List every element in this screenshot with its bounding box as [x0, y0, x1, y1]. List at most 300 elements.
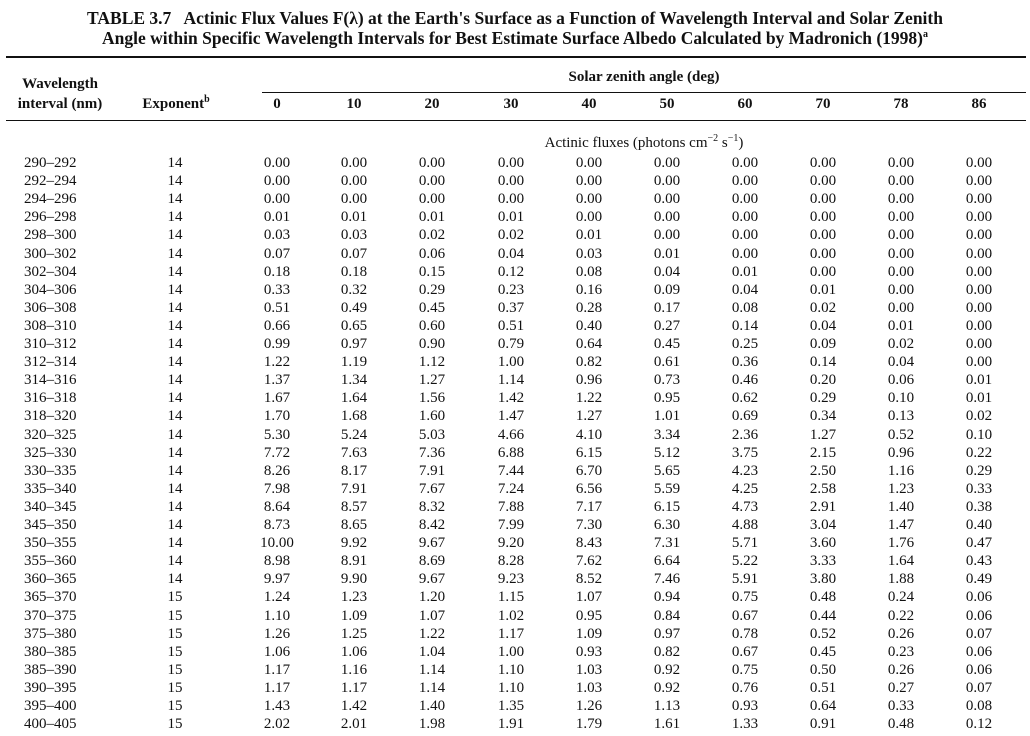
- flux-cell-60: 4.25: [731, 480, 759, 497]
- flux-cell-40: 1.22: [575, 390, 603, 407]
- flux-cell-60: 0.36: [731, 354, 759, 371]
- flux-cell-0: 1.06: [263, 643, 291, 660]
- flux-cell-70: 0.01: [809, 281, 837, 298]
- flux-cell-50: 5.65: [653, 462, 681, 479]
- flux-cell-60: 4.23: [731, 462, 759, 479]
- flux-cell-0: 1.70: [263, 408, 291, 425]
- flux-cell-0: 10.00: [260, 535, 294, 552]
- flux-cell-70: 3.60: [809, 535, 837, 552]
- flux-cell-60: 0.67: [731, 607, 759, 624]
- exponent-cell: 14: [167, 263, 183, 280]
- table-row: [0, 353, 1030, 371]
- flux-cell-78: 1.64: [887, 553, 915, 570]
- wavelength-cell: 350–355: [24, 535, 77, 552]
- flux-cell-20: 1.20: [418, 589, 446, 606]
- table-row: [0, 643, 1030, 661]
- flux-cell-86: 0.12: [965, 716, 993, 733]
- flux-cell-0: 8.98: [263, 553, 291, 570]
- flux-cell-78: 0.00: [887, 227, 915, 244]
- flux-cell-10: 2.01: [340, 716, 368, 733]
- flux-cell-10: 0.03: [340, 227, 368, 244]
- flux-cell-60: 0.01: [731, 263, 759, 280]
- wavelength-cell: 310–312: [24, 336, 77, 352]
- wavelength-cell: 335–340: [24, 480, 77, 497]
- flux-cell-60: 0.62: [731, 390, 759, 407]
- flux-cell-30: 0.02: [497, 227, 525, 244]
- flux-cell-60: 4.73: [731, 498, 759, 515]
- wavelength-cell: 300–302: [24, 245, 77, 262]
- table-row: [0, 462, 1030, 480]
- flux-cell-86: 0.06: [965, 643, 993, 660]
- flux-cell-86: 0.00: [965, 354, 993, 371]
- flux-cell-30: 4.66: [497, 426, 525, 443]
- actinic-flux-subcaption: [262, 134, 1026, 152]
- flux-cell-60: 0.76: [731, 679, 759, 696]
- flux-cell-60: 0.00: [731, 173, 759, 190]
- wavelength-cell: 302–304: [24, 263, 77, 280]
- flux-cell-40: 0.95: [575, 607, 603, 624]
- angle-header-0: 0: [273, 96, 281, 112]
- flux-cell-78: 0.27: [887, 679, 915, 696]
- flux-cell-30: 7.99: [497, 517, 525, 533]
- flux-cell-40: 0.00: [575, 173, 603, 190]
- exponent-cell: 14: [167, 317, 183, 334]
- flux-cell-10: 0.00: [340, 155, 368, 171]
- flux-cell-86: 0.00: [965, 191, 993, 208]
- flux-cell-50: 1.13: [653, 698, 681, 714]
- flux-cell-0: 2.02: [263, 716, 291, 733]
- flux-cell-40: 1.03: [575, 661, 603, 678]
- flux-cell-40: 1.07: [575, 589, 603, 606]
- flux-cell-20: 8.69: [418, 553, 446, 570]
- flux-cell-60: 0.67: [731, 643, 759, 660]
- angle-header-78: 78: [893, 96, 909, 112]
- flux-cell-78: 0.52: [887, 426, 915, 443]
- flux-cell-78: 0.00: [887, 245, 915, 262]
- flux-cell-86: 0.22: [965, 444, 993, 461]
- flux-cell-78: 0.00: [887, 209, 915, 226]
- flux-cell-20: 8.32: [418, 498, 446, 515]
- wavelength-cell: 370–375: [24, 607, 77, 624]
- flux-cell-0: 0.18: [263, 263, 291, 280]
- flux-cell-40: 7.30: [575, 517, 603, 533]
- flux-cell-50: 0.09: [653, 281, 681, 298]
- table-row: [0, 715, 1030, 733]
- flux-cell-50: 0.00: [653, 227, 681, 244]
- flux-cell-78: 1.47: [887, 517, 915, 533]
- flux-cell-78: 0.23: [887, 643, 915, 660]
- flux-cell-60: 0.75: [731, 589, 759, 606]
- flux-cell-78: 0.00: [887, 191, 915, 208]
- flux-cell-40: 1.27: [575, 408, 603, 425]
- flux-cell-20: 1.27: [418, 372, 446, 389]
- wavelength-cell: 298–300: [24, 227, 77, 244]
- table-title-line-2: [0, 28, 1030, 48]
- table-row: [0, 480, 1030, 498]
- flux-cell-78: 0.48: [887, 716, 915, 733]
- flux-cell-20: 7.36: [418, 444, 446, 461]
- flux-cell-78: 0.01: [887, 317, 915, 334]
- flux-cell-0: 1.24: [263, 589, 291, 606]
- subcaption-pre: Actinic fluxes (photons cm: [544, 135, 708, 151]
- flux-cell-60: 0.00: [731, 191, 759, 208]
- flux-cell-10: 8.65: [340, 517, 368, 533]
- angle-header-86: 86: [971, 96, 987, 112]
- flux-cell-70: 3.80: [809, 571, 837, 588]
- flux-cell-10: 1.19: [340, 354, 368, 371]
- table-title-text-2: Angle within Specific Wavelength Intervals for Best Estimate Surface Albedo Calculated by Madronich (1998): [101, 28, 924, 48]
- exponent-cell: 14: [167, 336, 183, 352]
- flux-cell-50: 0.61: [653, 354, 681, 371]
- table-row: [0, 371, 1030, 389]
- flux-cell-0: 1.22: [263, 354, 291, 371]
- flux-cell-50: 7.31: [653, 535, 681, 552]
- wavelength-cell: 304–306: [24, 281, 77, 298]
- flux-cell-50: 0.27: [653, 317, 681, 334]
- table-row: [0, 516, 1030, 534]
- flux-cell-70: 2.50: [809, 462, 837, 479]
- flux-cell-50: 0.92: [653, 661, 681, 678]
- flux-cell-86: 0.00: [965, 209, 993, 226]
- flux-cell-30: 1.02: [497, 607, 525, 624]
- exponent-cell: 14: [167, 155, 183, 171]
- flux-cell-78: 1.16: [887, 462, 915, 479]
- flux-cell-86: 0.00: [965, 245, 993, 262]
- flux-cell-60: 0.78: [731, 625, 759, 642]
- flux-cell-70: 1.27: [809, 426, 837, 443]
- table-row: [0, 552, 1030, 570]
- flux-cell-0: 0.66: [263, 317, 291, 334]
- exponent-cell: 14: [167, 191, 183, 208]
- flux-cell-70: 0.09: [809, 336, 837, 352]
- flux-cell-70: 2.58: [809, 480, 837, 497]
- flux-cell-60: 5.91: [731, 571, 759, 588]
- exponent-header: [128, 95, 224, 113]
- exponent-cell: 14: [167, 426, 183, 443]
- wavelength-cell: 395–400: [24, 698, 77, 714]
- zenith-header-rule: [262, 92, 1026, 93]
- flux-cell-30: 7.88: [497, 498, 525, 515]
- wavelength-header-line-2: interval (nm): [17, 96, 103, 112]
- table-row: [0, 263, 1030, 281]
- flux-cell-20: 0.02: [418, 227, 446, 244]
- flux-cell-0: 7.72: [263, 444, 291, 461]
- subcaption-mid: s: [718, 135, 728, 151]
- flux-cell-10: 1.23: [340, 589, 368, 606]
- wavelength-cell: 294–296: [24, 191, 77, 208]
- flux-cell-86: 0.01: [965, 390, 993, 407]
- flux-cell-0: 8.26: [263, 462, 291, 479]
- flux-cell-70: 0.00: [809, 227, 837, 244]
- exponent-cell: 14: [167, 245, 183, 262]
- flux-cell-30: 1.10: [497, 679, 525, 696]
- wavelength-cell: 290–292: [24, 155, 77, 171]
- flux-cell-0: 0.01: [263, 209, 291, 226]
- flux-cell-0: 8.64: [263, 498, 291, 515]
- flux-cell-60: 0.14: [731, 317, 759, 334]
- flux-cell-30: 0.00: [497, 155, 525, 171]
- flux-cell-20: 1.22: [418, 625, 446, 642]
- flux-cell-78: 0.96: [887, 444, 915, 461]
- table-row: [0, 661, 1030, 679]
- exponent-cell: 14: [167, 408, 183, 425]
- flux-cell-30: 1.14: [497, 372, 525, 389]
- exponent-cell: 14: [167, 299, 183, 316]
- flux-cell-86: 0.00: [965, 227, 993, 244]
- flux-cell-86: 0.00: [965, 317, 993, 334]
- flux-cell-40: 6.15: [575, 444, 603, 461]
- flux-cell-78: 0.00: [887, 263, 915, 280]
- wavelength-cell: 312–314: [24, 354, 77, 371]
- flux-cell-30: 1.35: [497, 698, 525, 714]
- wavelength-cell: 308–310: [24, 317, 77, 334]
- wavelength-cell: 330–335: [24, 462, 77, 479]
- flux-cell-20: 7.91: [418, 462, 446, 479]
- flux-cell-60: 4.88: [731, 517, 759, 533]
- flux-cell-10: 9.90: [340, 571, 368, 588]
- wavelength-cell: 360–365: [24, 571, 77, 588]
- flux-cell-60: 5.22: [731, 553, 759, 570]
- flux-cell-50: 0.95: [653, 390, 681, 407]
- table-row: [0, 607, 1030, 625]
- flux-cell-78: 0.00: [887, 281, 915, 298]
- flux-cell-10: 0.00: [340, 191, 368, 208]
- flux-cell-20: 1.60: [418, 408, 446, 425]
- flux-cell-60: 0.00: [731, 245, 759, 262]
- flux-cell-78: 0.00: [887, 155, 915, 171]
- flux-cell-0: 0.00: [263, 173, 291, 190]
- flux-cell-50: 3.34: [653, 426, 681, 443]
- flux-cell-70: 0.34: [809, 408, 837, 425]
- table-title-line-1: [0, 8, 1030, 28]
- flux-cell-60: 2.36: [731, 426, 759, 443]
- flux-cell-10: 8.17: [340, 462, 368, 479]
- flux-cell-86: 0.00: [965, 336, 993, 352]
- flux-cell-70: 0.00: [809, 173, 837, 190]
- flux-cell-50: 6.30: [653, 517, 681, 533]
- flux-cell-50: 6.15: [653, 498, 681, 515]
- wavelength-cell: 345–350: [24, 517, 77, 533]
- flux-cell-70: 3.33: [809, 553, 837, 570]
- flux-cell-10: 1.06: [340, 643, 368, 660]
- flux-cell-20: 1.40: [418, 698, 446, 714]
- flux-cell-10: 0.07: [340, 245, 368, 262]
- flux-cell-50: 0.92: [653, 679, 681, 696]
- flux-cell-60: 0.46: [731, 372, 759, 389]
- flux-cell-70: 0.48: [809, 589, 837, 606]
- exponent-cell: 15: [167, 643, 183, 660]
- table-row: [0, 444, 1030, 462]
- flux-cell-60: 0.08: [731, 299, 759, 316]
- flux-cell-78: 0.26: [887, 661, 915, 678]
- exponent-cell: 15: [167, 661, 183, 678]
- flux-cell-70: 0.45: [809, 643, 837, 660]
- flux-cell-50: 0.00: [653, 155, 681, 171]
- flux-cell-70: 0.14: [809, 354, 837, 371]
- wavelength-cell: 314–316: [24, 372, 77, 389]
- header-bottom-rule: [6, 120, 1026, 121]
- flux-cell-70: 2.91: [809, 498, 837, 515]
- flux-cell-40: 1.03: [575, 679, 603, 696]
- flux-cell-70: 0.00: [809, 209, 837, 226]
- wavelength-cell: 316–318: [24, 390, 77, 407]
- wavelength-cell: 385–390: [24, 661, 77, 678]
- flux-cell-78: 0.00: [887, 173, 915, 190]
- flux-cell-78: 1.23: [887, 480, 915, 497]
- flux-cell-20: 0.00: [418, 173, 446, 190]
- flux-cell-20: 0.00: [418, 191, 446, 208]
- table-number: TABLE 3.7: [87, 8, 172, 28]
- wavelength-cell: 325–330: [24, 444, 77, 461]
- flux-cell-30: 1.47: [497, 408, 525, 425]
- flux-cell-30: 7.24: [497, 480, 525, 497]
- flux-cell-30: 9.23: [497, 571, 525, 588]
- flux-cell-10: 0.18: [340, 263, 368, 280]
- flux-cell-30: 0.00: [497, 173, 525, 190]
- flux-cell-70: 0.50: [809, 661, 837, 678]
- subcaption-exp-2: −1: [727, 133, 739, 144]
- exponent-cell: 14: [167, 535, 183, 552]
- flux-cell-20: 0.90: [418, 336, 446, 352]
- flux-cell-30: 1.00: [497, 643, 525, 660]
- exponent-cell: 14: [167, 444, 183, 461]
- flux-cell-50: 5.12: [653, 444, 681, 461]
- flux-cell-30: 0.00: [497, 191, 525, 208]
- flux-cell-40: 0.28: [575, 299, 603, 316]
- flux-cell-10: 1.64: [340, 390, 368, 407]
- flux-cell-78: 0.24: [887, 589, 915, 606]
- footnote-a-marker: a: [923, 29, 929, 41]
- flux-cell-10: 1.09: [340, 607, 368, 624]
- flux-cell-70: 0.52: [809, 625, 837, 642]
- wavelength-cell: 306–308: [24, 299, 77, 316]
- flux-cell-0: 0.03: [263, 227, 291, 244]
- flux-cell-78: 0.26: [887, 625, 915, 642]
- angle-header-70: 70: [815, 96, 831, 112]
- table-row: [0, 208, 1030, 226]
- flux-cell-10: 8.91: [340, 553, 368, 570]
- flux-cell-0: 1.26: [263, 625, 291, 642]
- flux-cell-78: 0.10: [887, 390, 915, 407]
- flux-cell-20: 5.03: [418, 426, 446, 443]
- flux-cell-40: 0.00: [575, 209, 603, 226]
- flux-cell-20: 0.60: [418, 317, 446, 334]
- flux-cell-0: 0.00: [263, 191, 291, 208]
- flux-cell-0: 0.07: [263, 245, 291, 262]
- flux-cell-40: 0.96: [575, 372, 603, 389]
- flux-cell-70: 0.00: [809, 155, 837, 171]
- flux-cell-50: 0.00: [653, 173, 681, 190]
- flux-cell-10: 1.17: [340, 679, 368, 696]
- flux-cell-10: 1.68: [340, 408, 368, 425]
- flux-cell-20: 1.07: [418, 607, 446, 624]
- flux-cell-86: 0.06: [965, 607, 993, 624]
- flux-cell-78: 0.00: [887, 299, 915, 316]
- flux-cell-70: 0.00: [809, 245, 837, 262]
- flux-cell-86: 0.08: [965, 698, 993, 714]
- flux-cell-20: 8.42: [418, 517, 446, 533]
- flux-cell-86: 0.00: [965, 173, 993, 190]
- flux-cell-50: 5.59: [653, 480, 681, 497]
- exponent-cell: 14: [167, 571, 183, 588]
- exponent-cell: 14: [167, 390, 183, 407]
- exponent-cell: 14: [167, 173, 183, 190]
- flux-cell-20: 1.04: [418, 643, 446, 660]
- flux-cell-10: 9.92: [340, 535, 368, 552]
- exponent-cell: 14: [167, 480, 183, 497]
- flux-cell-86: 0.00: [965, 155, 993, 171]
- table-row: [0, 299, 1030, 317]
- flux-cell-60: 0.00: [731, 227, 759, 244]
- flux-cell-30: 9.20: [497, 535, 525, 552]
- flux-cell-40: 6.70: [575, 462, 603, 479]
- exponent-cell: 14: [167, 227, 183, 244]
- subcaption-exp-1: −2: [707, 133, 719, 144]
- flux-cell-40: 0.40: [575, 317, 603, 334]
- flux-cell-50: 0.17: [653, 299, 681, 316]
- flux-cell-86: 0.49: [965, 571, 993, 588]
- exponent-cell: 14: [167, 498, 183, 515]
- flux-cell-40: 1.09: [575, 625, 603, 642]
- table-row: [0, 172, 1030, 190]
- flux-cell-0: 9.97: [263, 571, 291, 588]
- flux-cell-86: 0.10: [965, 426, 993, 443]
- wavelength-cell: 390–395: [24, 679, 77, 696]
- flux-cell-40: 7.17: [575, 498, 603, 515]
- flux-cell-20: 0.45: [418, 299, 446, 316]
- flux-cell-40: 1.79: [575, 716, 603, 733]
- wavelength-cell: 318–320: [24, 408, 77, 425]
- flux-cell-30: 0.12: [497, 263, 525, 280]
- flux-cell-78: 0.06: [887, 372, 915, 389]
- flux-cell-60: 0.75: [731, 661, 759, 678]
- angle-header-20: 20: [424, 96, 440, 112]
- flux-cell-30: 0.79: [497, 336, 525, 352]
- wavelength-cell: 320–325: [24, 426, 77, 443]
- flux-cell-78: 1.88: [887, 571, 915, 588]
- flux-cell-86: 0.43: [965, 553, 993, 570]
- flux-cell-70: 0.04: [809, 317, 837, 334]
- flux-cell-78: 1.76: [887, 535, 915, 552]
- exponent-cell: 15: [167, 625, 183, 642]
- flux-cell-60: 0.00: [731, 155, 759, 171]
- table-row: [0, 226, 1030, 244]
- table-row: [0, 335, 1030, 353]
- table-row: [0, 407, 1030, 425]
- flux-cell-10: 0.00: [340, 173, 368, 190]
- flux-cell-10: 8.57: [340, 498, 368, 515]
- flux-cell-30: 7.44: [497, 462, 525, 479]
- flux-cell-20: 1.12: [418, 354, 446, 371]
- table-row: [0, 245, 1030, 263]
- wavelength-cell: 380–385: [24, 643, 77, 660]
- flux-cell-30: 1.91: [497, 716, 525, 733]
- flux-cell-0: 0.33: [263, 281, 291, 298]
- flux-cell-86: 0.40: [965, 517, 993, 533]
- flux-cell-10: 0.49: [340, 299, 368, 316]
- flux-cell-10: 7.91: [340, 480, 368, 497]
- flux-cell-70: 0.20: [809, 372, 837, 389]
- flux-cell-10: 0.32: [340, 281, 368, 298]
- flux-cell-40: 0.64: [575, 336, 603, 352]
- flux-cell-86: 0.33: [965, 480, 993, 497]
- flux-cell-20: 0.15: [418, 263, 446, 280]
- flux-cell-70: 0.00: [809, 263, 837, 280]
- table-row: [0, 697, 1030, 715]
- flux-cell-70: 0.44: [809, 607, 837, 624]
- flux-cell-86: 0.01: [965, 372, 993, 389]
- angle-header-40: 40: [581, 96, 597, 112]
